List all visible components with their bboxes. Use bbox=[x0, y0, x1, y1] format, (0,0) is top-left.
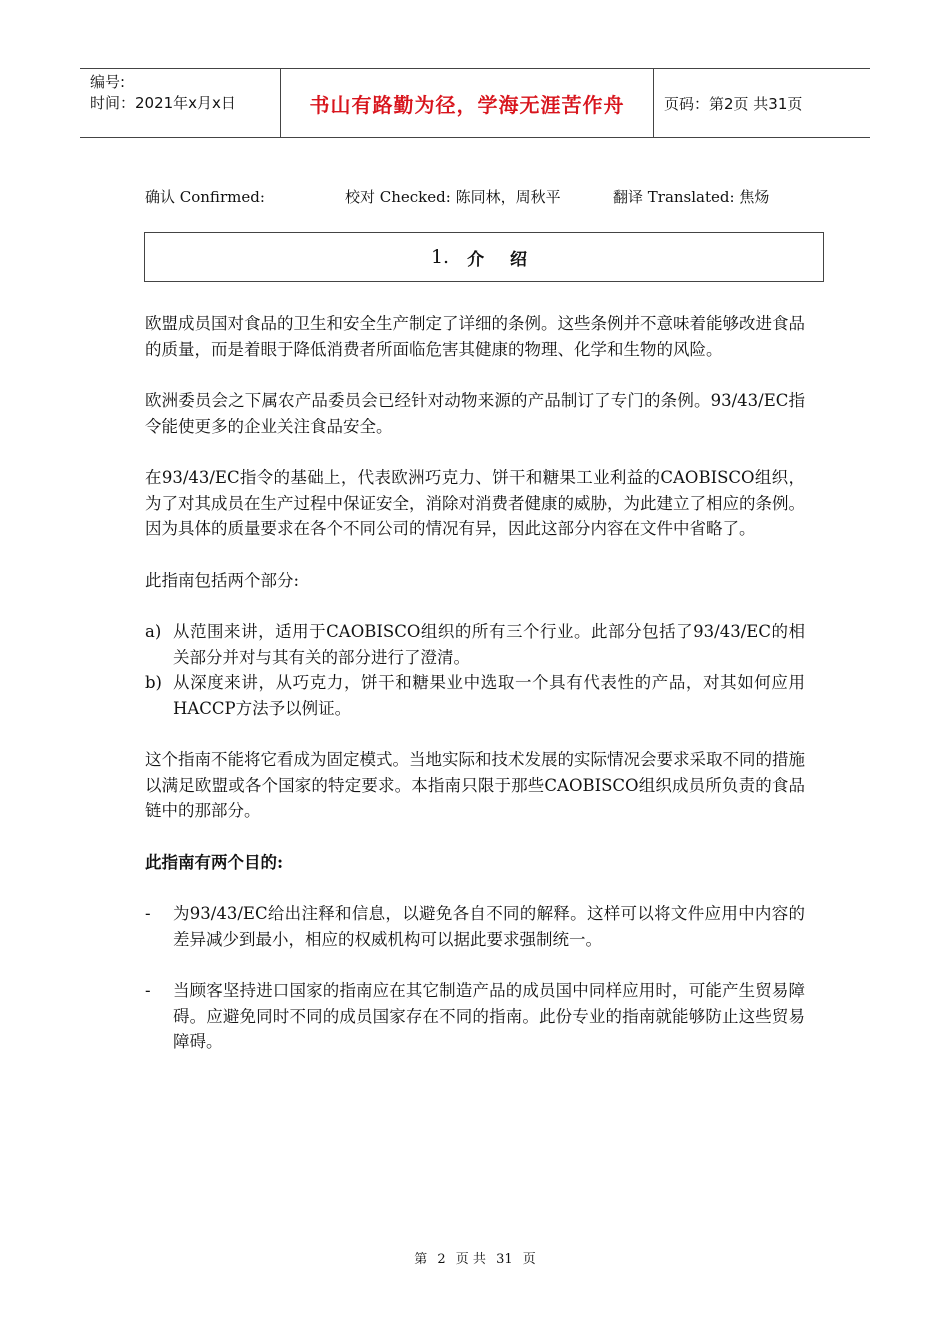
footer-middle: 页 共 bbox=[455, 1252, 486, 1267]
checked-label: 校对 Checked: 陈同林，周秋平 bbox=[345, 188, 561, 206]
list-marker: b) bbox=[145, 673, 162, 692]
list-marker: - bbox=[145, 904, 151, 923]
list-item bbox=[145, 670, 805, 721]
list-text: 从深度来讲，从巧克力，饼干和糖果业中选取一个具有代表性的产品，对其如何应用HACCP方法予以例证。 bbox=[173, 673, 805, 718]
list-text: 为93/43/EC给出注释和信息，以避免各自不同的解释。这样可以将文件应用中内容的差异减少到最小，相应的权威机构可以据此要求强制统一。 bbox=[173, 904, 805, 949]
list-item bbox=[145, 619, 805, 670]
paragraph: 这个指南不能将它看成为固定模式。当地实际和技术发展的实际情况会要求采取不同的措施以满足欧盟或各个国家的特定要求。本指南只限于那些CAOBISCO组织成员所负责的食品链中的那部分。 bbox=[145, 750, 805, 820]
paragraph: 欧盟成员国对食品的卫生和安全生产制定了详细的条例。这些条例并不意味着能够改进食品的质量，而是着眼于降低消费者所面临危害其健康的物理、化学和生物的风险。 bbox=[145, 314, 805, 359]
goals-title: 此指南有两个目的: bbox=[145, 852, 284, 872]
header-page-info: 页码：第2页 共31页 bbox=[664, 94, 803, 113]
list-marker: a) bbox=[145, 622, 162, 641]
paragraph: 此指南包括两个部分: bbox=[145, 570, 300, 590]
translated-label: 翻译 Translated: 焦炀 bbox=[613, 188, 770, 206]
page-footer bbox=[0, 1248, 950, 1267]
list-item bbox=[145, 901, 805, 952]
header-motto: 书山有路勤为径，学海无涯苦作舟 bbox=[281, 69, 654, 137]
code-label: 编号: bbox=[90, 73, 126, 91]
document-header bbox=[80, 68, 870, 138]
footer-page-number: 2 bbox=[437, 1252, 446, 1267]
section-title: 介 绍 bbox=[467, 249, 538, 270]
list-text: 从范围来讲，适用于CAOBISCO组织的所有三个行业。此部分包括了93/43/EC的相关部分并对与其有关的部分进行了澄清。 bbox=[173, 622, 805, 667]
confirmed-label: 确认 Confirmed: bbox=[145, 188, 265, 206]
footer-prefix: 第 bbox=[414, 1252, 428, 1267]
footer-suffix: 页 bbox=[522, 1252, 536, 1267]
section-title-box bbox=[144, 232, 824, 282]
parts-list bbox=[145, 619, 805, 721]
list-item bbox=[145, 978, 805, 1055]
section-number: 1. bbox=[430, 246, 450, 268]
footer-total-pages: 31 bbox=[496, 1252, 513, 1267]
header-meta bbox=[80, 69, 281, 137]
paragraph: 欧洲委员会之下属农产品委员会已经针对动物来源的产品制订了专门的条例。93/43/EC指令能使更多的企业关注食品安全。 bbox=[145, 391, 805, 436]
list-marker: - bbox=[145, 981, 151, 1000]
body-content bbox=[145, 311, 805, 1055]
list-text: 当顾客坚持进口国家的指南应在其它制造产品的成员国中同样应用时，可能产生贸易障碍。应避免同时不同的成员国家存在不同的指南。此份专业的指南就能够防止这些贸易障碍。 bbox=[173, 981, 805, 1051]
paragraph: 在93/43/EC指令的基础上，代表欧洲巧克力、饼干和糖果工业利益的CAOBISCO组织，为了对其成员在生产过程中保证安全，消除对消费者健康的威胁，为此建立了相应的条例。因为具体的质量要求在各个不同公司的情况有异，因此这部分内容在文件中省略了。 bbox=[145, 468, 805, 538]
time-label: 时间：2021年x月x日 bbox=[90, 94, 236, 112]
